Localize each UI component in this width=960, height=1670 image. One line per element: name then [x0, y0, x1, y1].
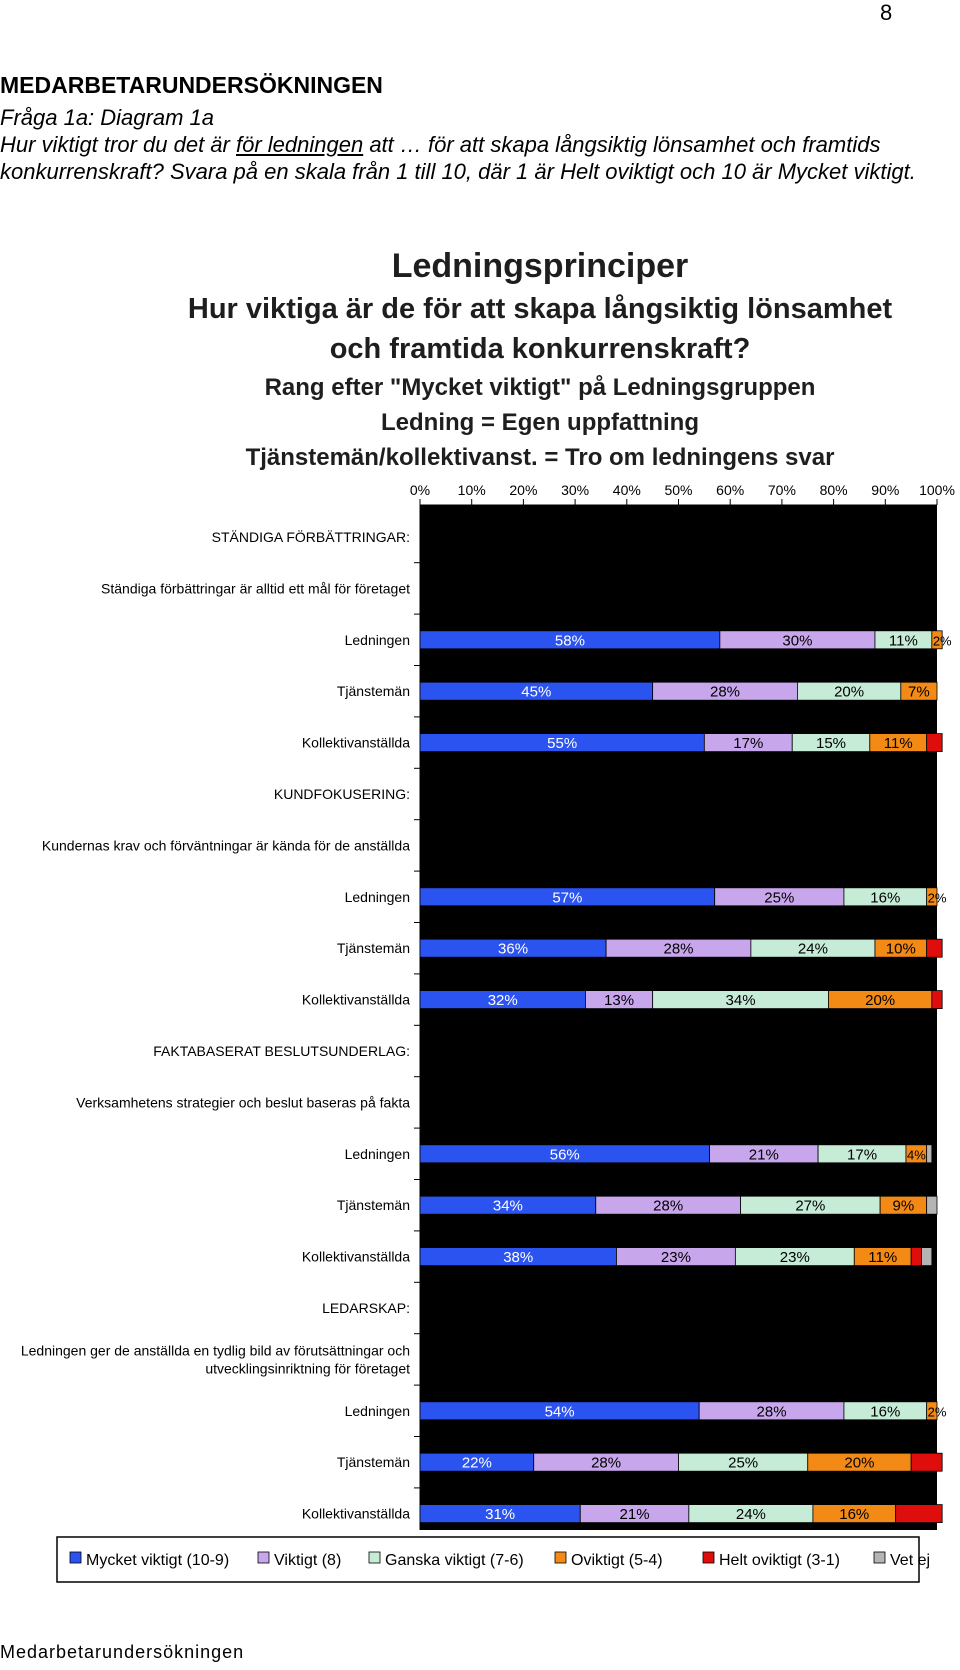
row-label: Tjänstemän — [336, 940, 410, 957]
bar-data-label: 16% — [839, 1506, 870, 1524]
legend-swatch — [70, 1552, 81, 1563]
bar-data-label: 56% — [549, 1146, 580, 1164]
row-label: Kollektivanställda — [301, 1248, 410, 1265]
bar-data-label: 28% — [710, 683, 741, 701]
section-heading: MEDARBETARUNDERSÖKNINGEN — [0, 72, 383, 98]
x-tick-label: 80% — [819, 482, 848, 498]
bar-data-label: 28% — [653, 1197, 684, 1215]
row-label: Ledningen — [344, 888, 410, 905]
bar-segment — [932, 991, 942, 1009]
bar-data-label: 27% — [795, 1197, 826, 1215]
x-tick-label: 100% — [919, 482, 955, 498]
bar-segment — [927, 1196, 937, 1214]
category-heading: LEDARSKAP: — [322, 1300, 410, 1316]
question-body-start: Hur viktigt tror du det är — [0, 132, 236, 157]
chart-note-2: Ledning = Egen uppfattning — [381, 409, 699, 436]
bar-data-label: 16% — [870, 1403, 901, 1421]
bar-data-label: 31% — [485, 1506, 516, 1524]
row-label: Kundernas krav och förväntningar är kända för de anställda — [41, 837, 410, 854]
page-footer: Medarbetarundersökningen — [0, 1642, 245, 1662]
legend-swatch — [258, 1552, 269, 1563]
row-label: Tjänstemän — [336, 1454, 410, 1471]
legend-label: Mycket viktigt (10-9) — [86, 1552, 230, 1569]
bar-data-label: 20% — [844, 1454, 875, 1472]
chart-subtitle-1: Hur viktiga är de för att skapa långsiktig lönsamhet — [187, 293, 893, 325]
bar-data-label: 30% — [782, 632, 813, 650]
bar-data-label: 23% — [660, 1249, 691, 1267]
bar-data-label: 13% — [604, 992, 635, 1010]
category-heading: KUNDFOKUSERING: — [273, 786, 410, 802]
bar-data-label: 24% — [797, 940, 828, 958]
chart-note-3: Tjänstemän/kollektivanst. = Tro om ledningens svar — [245, 444, 835, 471]
bar-data-label: 45% — [521, 683, 552, 701]
x-tick-label: 20% — [509, 482, 538, 498]
x-tick-label: 40% — [612, 482, 641, 498]
category-heading: STÄNDIGA FÖRBÄTTRINGAR: — [211, 529, 410, 545]
bar-data-label: 25% — [728, 1454, 759, 1472]
bar-segment — [927, 734, 943, 752]
row-label: Tjänstemän — [336, 1197, 410, 1214]
chart-subtitle-2: och framtida konkurrenskraft? — [329, 333, 751, 365]
x-tick-label: 60% — [716, 482, 745, 498]
chart-title: Ledningsprinciper — [391, 247, 689, 285]
question-body-end: att … för att skapa långsiktig lönsamhet och framtids konkurrenskraft? Svara på en skala från 1 till 10, där 1 är Helt oviktigt och 10 är Mycket viktigt. — [0, 132, 916, 184]
legend-label: Vet ej — [890, 1552, 931, 1569]
bar-segment — [911, 1453, 942, 1471]
bar-segment — [896, 1505, 943, 1523]
bar-data-label: 15% — [815, 735, 847, 753]
legend-swatch — [555, 1552, 566, 1563]
bar-data-label: 32% — [487, 992, 518, 1010]
page-number: 8 — [880, 0, 893, 25]
x-tick-label: 90% — [871, 482, 900, 498]
bar-data-label: 55% — [547, 735, 578, 753]
bar-data-label: 25% — [764, 889, 795, 907]
row-label: Verksamhetens strategier och beslut baseras på fakta — [76, 1094, 410, 1111]
x-tick-label: 30% — [561, 482, 590, 498]
plot-area — [420, 505, 937, 1530]
bar-data-label: 23% — [779, 1249, 810, 1267]
legend-label: Ganska viktigt (7-6) — [385, 1552, 524, 1569]
bar-data-label: 22% — [461, 1454, 492, 1472]
bar-data-label: 11% — [883, 735, 913, 753]
bar-data-label: 34% — [492, 1197, 523, 1215]
bar-data-label: 58% — [554, 632, 585, 650]
bar-data-label: 20% — [834, 683, 865, 701]
bar-data-label: 54% — [544, 1403, 575, 1421]
bar-data-label: 34% — [725, 992, 756, 1010]
x-tick-label: 10% — [457, 482, 486, 498]
bar-data-label: 57% — [552, 889, 583, 907]
bar-data-label: 17% — [733, 735, 764, 753]
legend-label: Viktigt (8) — [274, 1552, 342, 1569]
bar-data-label: 28% — [591, 1454, 622, 1472]
bar-data-label: 4% — [906, 1147, 926, 1163]
bar-data-label: 11% — [888, 632, 918, 650]
bar-data-label: 2% — [932, 633, 952, 649]
row-label: Kollektivanställda — [301, 1505, 410, 1522]
question-underlined: för ledningen — [235, 132, 364, 157]
legend-swatch — [369, 1552, 380, 1563]
bar-data-label: 36% — [498, 940, 529, 958]
row-label: Ledningen ger de anställda en tydlig bild av förutsättningar och — [20, 1342, 410, 1359]
row-label: Ledningen — [344, 631, 410, 648]
legend-label: Helt oviktigt (3-1) — [719, 1552, 840, 1569]
bar-segment — [911, 1248, 921, 1266]
legend-swatch — [703, 1552, 714, 1563]
bar-data-label: 28% — [663, 940, 694, 958]
bar-data-label: 2% — [927, 890, 947, 906]
x-tick-label: 0% — [409, 482, 431, 498]
bar-segment — [927, 939, 943, 957]
row-label: Kollektivanställda — [301, 734, 410, 751]
bar-data-label: 2% — [927, 1404, 947, 1420]
bar-data-label: 20% — [865, 992, 896, 1010]
bar-data-label: 24% — [735, 1506, 766, 1524]
bar-segment — [927, 1145, 932, 1163]
bar-segment — [921, 1248, 931, 1266]
x-tick-label: 70% — [767, 482, 796, 498]
category-heading: FAKTABASERAT BESLUTSUNDERLAG: — [153, 1043, 410, 1059]
bar-data-label: 28% — [756, 1403, 787, 1421]
row-label: utvecklingsinriktning för företaget — [205, 1360, 410, 1377]
row-label: Tjänstemän — [336, 683, 410, 700]
x-tick-label: 50% — [664, 482, 693, 498]
chart-note-1: Rang efter "Mycket viktigt" på Ledningsgruppen — [264, 374, 816, 401]
bar-data-label: 17% — [847, 1146, 878, 1164]
legend-label: Oviktigt (5-4) — [571, 1552, 663, 1569]
row-label: Ledningen — [344, 1402, 410, 1419]
bar-data-label: 21% — [748, 1146, 779, 1164]
row-label: Ständiga förbättringar är alltid ett mål för företaget — [101, 580, 410, 597]
bar-data-label: 7% — [908, 683, 930, 701]
bar-data-label: 38% — [503, 1249, 534, 1267]
bar-data-label: 9% — [892, 1197, 915, 1215]
question-number: Fråga 1a: Diagram 1a — [0, 105, 214, 130]
row-label: Kollektivanställda — [301, 991, 410, 1008]
bar-data-label: 21% — [619, 1506, 650, 1524]
bar-data-label: 11% — [868, 1249, 898, 1267]
row-label: Ledningen — [344, 1145, 410, 1162]
bar-data-label: 10% — [885, 940, 916, 958]
bar-data-label: 16% — [870, 889, 901, 907]
legend-swatch — [874, 1552, 885, 1563]
